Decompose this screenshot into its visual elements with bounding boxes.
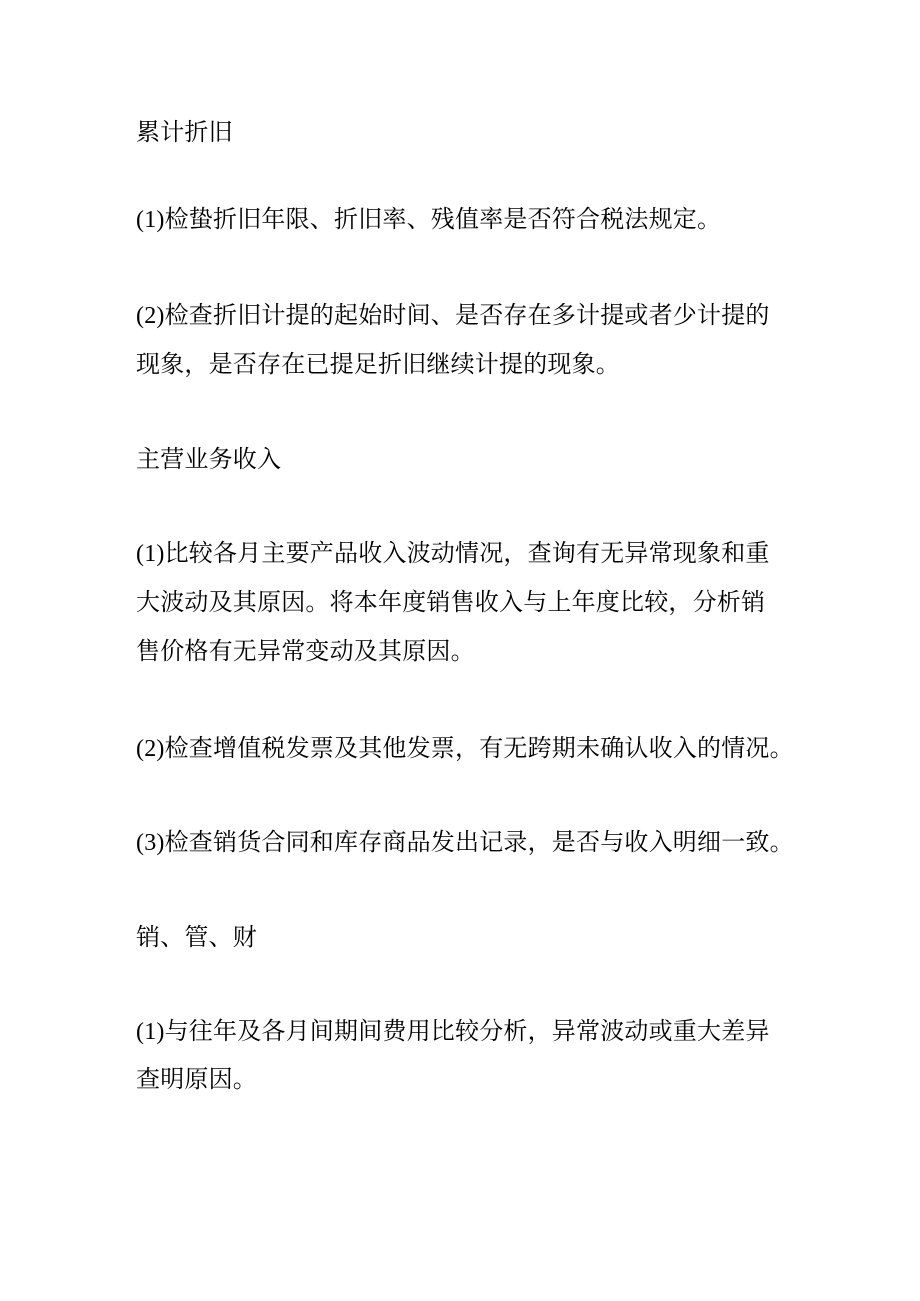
list-item-continuation: 售价格有无异常变动及其原因。 bbox=[136, 637, 475, 665]
item-number: (3) bbox=[136, 830, 165, 856]
item-text: 检查增值税发票及其他发票，有无跨期未确认收入的情况。 bbox=[164, 734, 794, 762]
item-text: 比较各月主要产品收入波动情况，查询有无异常现象和重 bbox=[164, 539, 770, 567]
list-item bbox=[136, 300, 796, 331]
section-heading: 主营业务收入 bbox=[136, 445, 282, 473]
item-number: (2) bbox=[136, 303, 165, 329]
item-number: (1) bbox=[136, 207, 165, 233]
item-number: (1) bbox=[136, 541, 165, 567]
list-item bbox=[136, 827, 796, 858]
list-item bbox=[136, 204, 796, 235]
list-item-continuation: 现象，是否存在已提足折旧继续计提的现象。 bbox=[136, 350, 620, 378]
item-text: 检查销货合同和库存商品发出记录，是否与收入明细一致。 bbox=[164, 828, 794, 856]
item-number: (1) bbox=[136, 1019, 165, 1045]
section-heading: 销、管、财 bbox=[136, 923, 257, 951]
list-item bbox=[136, 733, 796, 764]
item-text: 与往年及各月间期间费用比较分析，异常波动或重大差异 bbox=[164, 1017, 770, 1045]
item-text: 检查折旧计提的起始时间、是否存在多计提或者少计提的 bbox=[164, 301, 770, 329]
list-item-continuation: 大波动及其原因。将本年度销售收入与上年度比较，分析销 bbox=[136, 588, 766, 616]
item-number: (2) bbox=[136, 736, 165, 762]
list-item bbox=[136, 538, 796, 569]
list-item bbox=[136, 1016, 796, 1047]
section-heading: 累计折旧 bbox=[136, 118, 233, 146]
list-item-continuation: 查明原因。 bbox=[136, 1065, 257, 1093]
item-text: 检蛰折旧年限、折旧率、残值率是否符合税法规定。 bbox=[164, 205, 722, 233]
